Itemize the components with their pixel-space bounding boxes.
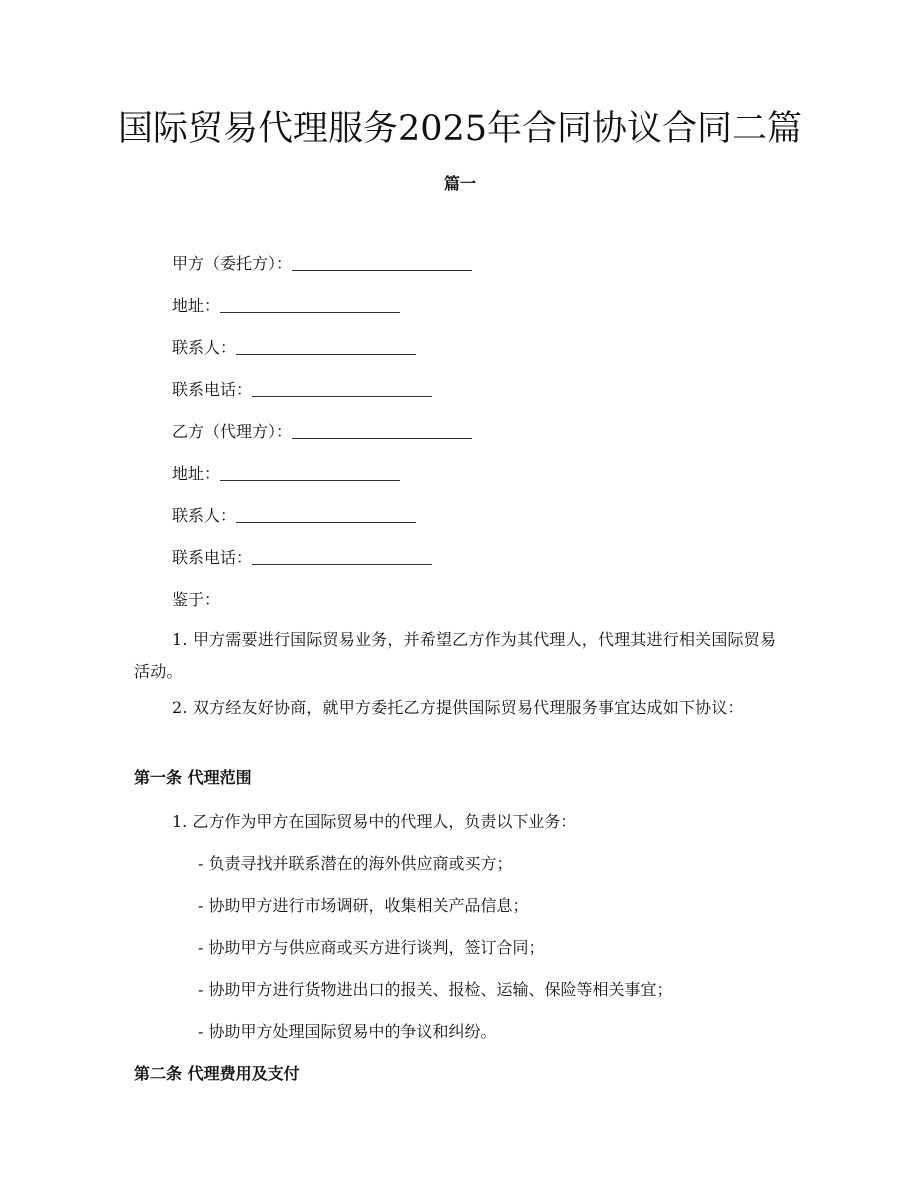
party-b-contact-label: 联系人： xyxy=(172,506,237,525)
party-b-contact-blank xyxy=(236,506,416,523)
whereas-item-1: 1. 甲方需要进行国际贸易业务，并希望乙方作为其代理人，代理其进行相关国际贸易活动。 xyxy=(134,630,777,681)
party-b-address-label: 地址： xyxy=(172,464,221,483)
party-b-name-blank xyxy=(292,422,472,439)
document-title: 国际贸易代理服务2025年合同协议合同二篇 xyxy=(117,109,803,149)
party-b-name-label: 乙方（代理方）： xyxy=(172,422,293,441)
article-1-item: - 协助甲方进行市场调研，收集相关产品信息； xyxy=(198,896,529,915)
party-b-address-blank xyxy=(220,464,400,481)
article-1-heading: 第一条 代理范围 xyxy=(134,768,252,787)
article-1-intro: 1. 乙方作为甲方在国际贸易中的代理人，负责以下业务： xyxy=(172,812,577,831)
article-1-item: - 负责寻找并联系潜在的海外供应商或买方； xyxy=(198,854,513,873)
article-2-heading: 第二条 代理费用及支付 xyxy=(134,1064,300,1083)
party-a-name-field xyxy=(172,252,472,276)
party-b-address-field xyxy=(172,462,400,486)
party-a-phone-field xyxy=(172,378,432,402)
party-b-phone-blank xyxy=(252,548,432,565)
whereas-item-2: 2. 双方经友好协商，就甲方委托乙方提供国际贸易代理服务事宜达成如下协议： xyxy=(172,698,744,717)
party-b-contact-field xyxy=(172,504,416,528)
party-a-contact-blank xyxy=(236,338,416,355)
party-a-contact-field xyxy=(172,336,416,360)
part-label: 篇一 xyxy=(443,174,476,193)
whereas-label: 鉴于： xyxy=(172,590,221,609)
party-a-name-blank xyxy=(292,254,472,271)
party-b-phone-field xyxy=(172,546,432,570)
party-a-name-label: 甲方（委托方）： xyxy=(172,254,293,273)
party-a-address-blank xyxy=(220,296,400,313)
party-a-phone-label: 联系电话： xyxy=(172,380,253,399)
party-a-phone-blank xyxy=(252,380,432,397)
party-a-address-field xyxy=(172,294,400,318)
article-1-item: - 协助甲方处理国际贸易中的争议和纠纷。 xyxy=(198,1022,497,1041)
party-a-address-label: 地址： xyxy=(172,296,221,315)
party-b-phone-label: 联系电话： xyxy=(172,548,253,567)
article-1-item: - 协助甲方与供应商或买方进行谈判，签订合同； xyxy=(198,938,545,957)
party-a-contact-label: 联系人： xyxy=(172,338,237,357)
party-b-name-field xyxy=(172,420,472,444)
article-1-item: - 协助甲方进行货物进出口的报关、报检、运输、保险等相关事宜； xyxy=(198,980,673,999)
